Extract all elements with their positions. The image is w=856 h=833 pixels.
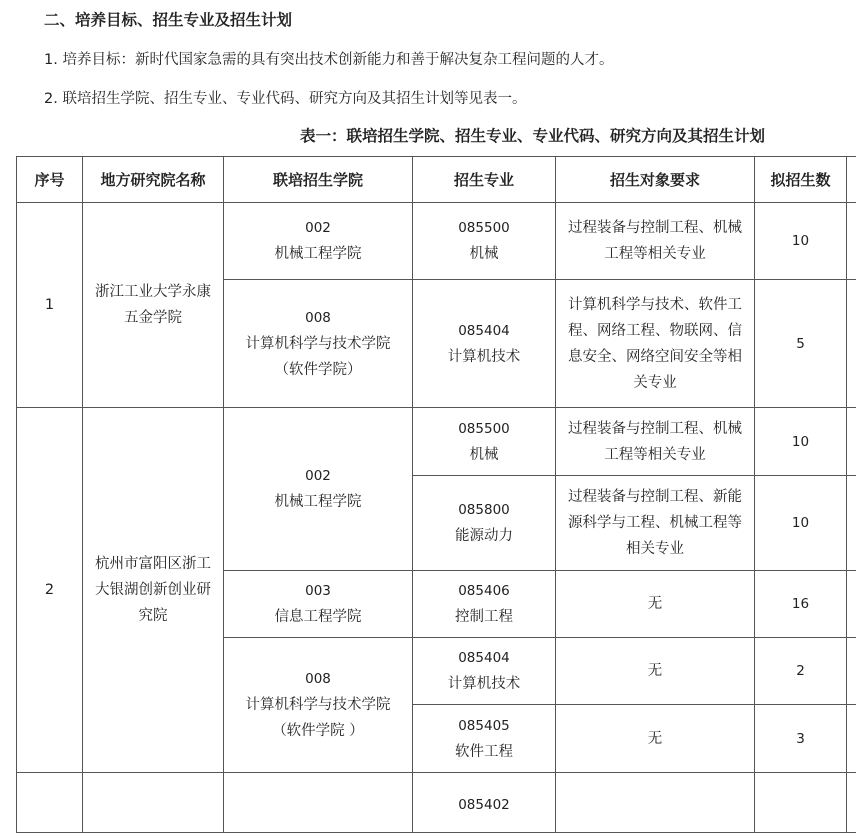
table-reference-paragraph: 2. 联培招生学院、招生专业、专业代码、研究方向及其招生计划等见表一。 xyxy=(44,87,526,108)
seq-cell: 1 xyxy=(17,203,83,408)
major-cell xyxy=(413,203,556,280)
major-name: 机械 xyxy=(419,442,549,468)
header-requirement: 招生对象要求 xyxy=(556,157,755,203)
major-cell xyxy=(413,773,556,833)
college-note: （软件学院 ） xyxy=(230,718,406,744)
count-cell: 5 xyxy=(755,280,847,408)
major-cell xyxy=(413,476,556,571)
college-name: 机械工程学院 xyxy=(230,489,406,515)
major-code: 085406 xyxy=(419,578,549,604)
overflow-cell xyxy=(847,773,856,833)
training-goal-paragraph: 1. 培养目标：新时代国家急需的具有突出技术创新能力和善于解决复杂工程问题的人才。 xyxy=(44,48,613,69)
count-cell: 10 xyxy=(755,476,847,571)
college-cell xyxy=(224,203,413,280)
count-cell xyxy=(755,773,847,833)
table-caption: 表一：联培招生学院、招生专业、专业代码、研究方向及其招生计划 xyxy=(300,124,765,146)
enrollment-plan-table xyxy=(16,156,856,833)
header-college: 联培招生学院 xyxy=(224,157,413,203)
major-name: 计算机技术 xyxy=(419,671,549,697)
seq-cell xyxy=(17,773,83,833)
overflow-cell xyxy=(847,705,856,773)
requirement-cell: 无 xyxy=(556,638,755,705)
college-name: 计算机科学与技术学院 xyxy=(230,331,406,357)
requirement-cell: 过程装备与控制工程、新能源科学与工程、机械工程等相关专业 xyxy=(556,476,755,571)
college-cell xyxy=(224,280,413,408)
requirement-cell: 计算机科学与技术、软件工程、网络工程、物联网、信息安全、网络空间安全等相关专业 xyxy=(556,280,755,408)
seq-cell: 2 xyxy=(17,408,83,773)
college-name: 计算机科学与技术学院 xyxy=(230,692,406,718)
major-cell xyxy=(413,408,556,476)
college-name: 信息工程学院 xyxy=(230,604,406,630)
count-cell: 16 xyxy=(755,571,847,638)
college-cell xyxy=(224,571,413,638)
major-name: 能源动力 xyxy=(419,523,549,549)
count-cell: 3 xyxy=(755,705,847,773)
college-cell xyxy=(224,408,413,571)
section-heading: 二、培养目标、招生专业及招生计划 xyxy=(44,8,292,30)
college-name: 机械工程学院 xyxy=(230,241,406,267)
major-code: 085500 xyxy=(419,215,549,241)
institute-cell: 杭州市富阳区浙工大银湖创新创业研究院 xyxy=(83,408,224,773)
requirement-cell: 过程装备与控制工程、机械工程等相关专业 xyxy=(556,408,755,476)
count-cell: 2 xyxy=(755,638,847,705)
count-cell: 10 xyxy=(755,408,847,476)
major-code: 085405 xyxy=(419,713,549,739)
major-cell xyxy=(413,705,556,773)
college-note: （软件学院） xyxy=(230,357,406,383)
major-code: 085402 xyxy=(419,788,549,818)
count-cell: 10 xyxy=(755,203,847,280)
college-code: 003 xyxy=(230,578,406,604)
overflow-cell xyxy=(847,638,856,705)
requirement-cell xyxy=(556,773,755,833)
header-overflow-cell xyxy=(847,157,856,203)
college-code: 008 xyxy=(230,666,406,692)
table-row xyxy=(17,773,856,833)
institute-cell xyxy=(83,773,224,833)
overflow-cell xyxy=(847,476,856,571)
header-institute: 地方研究院名称 xyxy=(83,157,224,203)
major-code: 085404 xyxy=(419,645,549,671)
major-name: 机械 xyxy=(419,241,549,267)
requirement-cell: 无 xyxy=(556,705,755,773)
overflow-cell xyxy=(847,408,856,476)
college-code: 008 xyxy=(230,305,406,331)
college-code: 002 xyxy=(230,215,406,241)
major-name: 控制工程 xyxy=(419,604,549,630)
college-cell xyxy=(224,638,413,773)
major-cell xyxy=(413,638,556,705)
table-row xyxy=(17,203,856,280)
requirement-cell: 无 xyxy=(556,571,755,638)
overflow-cell xyxy=(847,571,856,638)
major-code: 085800 xyxy=(419,497,549,523)
major-code: 085500 xyxy=(419,416,549,442)
major-name: 计算机技术 xyxy=(419,344,549,370)
overflow-cell xyxy=(847,203,856,280)
institute-cell: 浙江工业大学永康五金学院 xyxy=(83,203,224,408)
major-cell xyxy=(413,571,556,638)
major-code: 085404 xyxy=(419,318,549,344)
major-cell xyxy=(413,280,556,408)
header-row xyxy=(17,157,856,203)
table-row xyxy=(17,408,856,476)
header-count: 拟招生数 xyxy=(755,157,847,203)
overflow-cell xyxy=(847,280,856,408)
requirement-cell: 过程装备与控制工程、机械工程等相关专业 xyxy=(556,203,755,280)
header-seq: 序号 xyxy=(17,157,83,203)
header-major: 招生专业 xyxy=(413,157,556,203)
major-name: 软件工程 xyxy=(419,739,549,765)
college-code: 002 xyxy=(230,463,406,489)
college-cell xyxy=(224,773,413,833)
